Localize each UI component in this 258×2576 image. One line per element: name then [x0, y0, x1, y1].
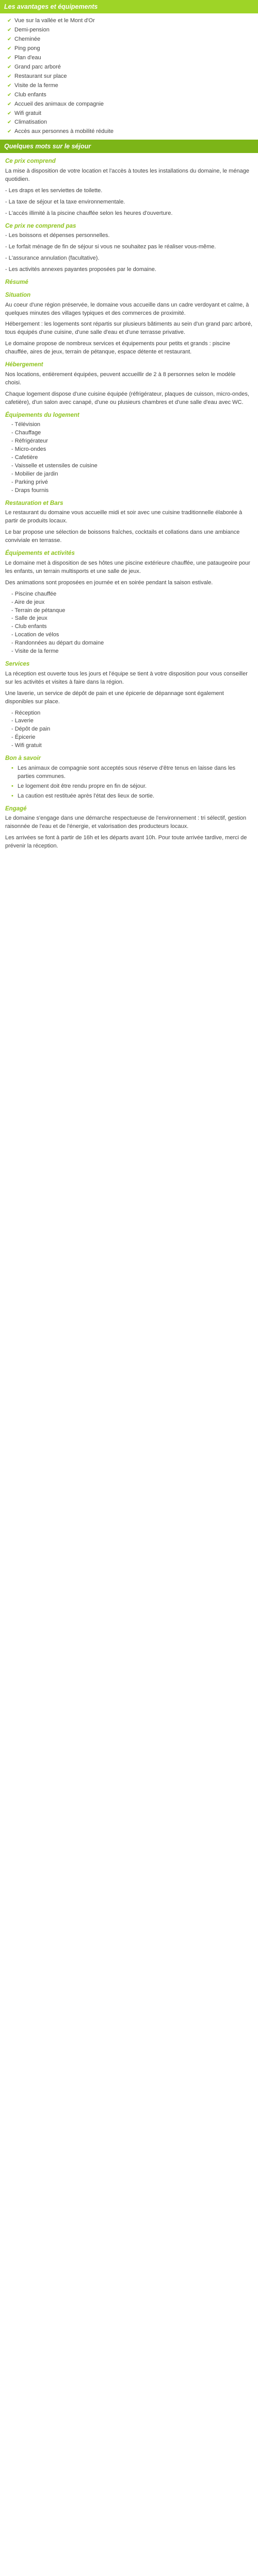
- activity-item: - Salle de jeux: [11, 615, 253, 623]
- paragraph: Le domaine met à disposition de ses hôtes une piscine extérieure chauffée, une pataugeoire pour les enfants, un terrain multisports et une salle de jeux.: [5, 560, 250, 574]
- bon-a-savoir-item: • Les animaux de compagnie sont acceptés sous réserve d'être tenus en laisse dans les parties communes.: [11, 765, 253, 781]
- service-item: - Épicerie: [11, 734, 253, 742]
- service-item: - Laverie: [11, 717, 253, 725]
- services-title: Services: [5, 661, 30, 668]
- question-text: - L'assurance annulation (facultative).: [5, 255, 100, 262]
- equipements-title: Équipements et activités: [5, 550, 75, 557]
- advantage-item: ✔ Grand parc arboré: [7, 63, 253, 72]
- questions-content: [0, 157, 258, 274]
- paragraph: Le domaine s'engage dans une démarche respectueuse de l'environnement : tri sélectif, gestion raisonnée de l'eau et de l'énergie, et valorisation des producteurs locaux.: [5, 815, 247, 830]
- question-text: - Les draps et les serviettes de toilette.: [5, 187, 103, 194]
- equip-item: - Vaisselle et ustensiles de cuisine: [11, 462, 253, 470]
- activity-item: - Piscine chauffée: [11, 590, 253, 599]
- equip-item: - Chauffage: [11, 429, 253, 437]
- activity-item: - Terrain de pétanque: [11, 607, 253, 615]
- paragraph: Chaque logement dispose d'une cuisine équipée (réfrigérateur, plaques de cuisson, micro-ondes, cafetière), d'un salon avec canapé, d'une ou plusieurs chambres et d'une salle d'eau avec WC.: [5, 391, 249, 405]
- equip-item: - Mobilier de jardin: [11, 470, 253, 479]
- equip-item: - Télévision: [11, 421, 253, 429]
- bon-a-savoir-title: Bon à savoir: [5, 755, 41, 762]
- engage-title: Engagé: [5, 805, 27, 812]
- question-text: - L'accès illimité à la piscine chauffée selon les heures d'ouverture.: [5, 210, 173, 216]
- services-list: [11, 709, 253, 751]
- equip-item: - Draps fournis: [11, 487, 253, 495]
- advantages-list: [0, 13, 258, 140]
- advantage-item: ✔ Cheminée: [7, 35, 253, 44]
- service-item: - Dépôt de pain: [11, 725, 253, 734]
- question-text: La mise à disposition de votre location et l'accès à toutes les installations du domaine, le ménage quotidien.: [5, 168, 249, 183]
- service-item: - Réception: [11, 709, 253, 718]
- equip-item: - Parking privé: [11, 479, 253, 487]
- question-text: - Le forfait ménage de fin de séjour si vous ne souhaitez pas le réaliser vous-même.: [5, 244, 216, 250]
- page: [0, 0, 258, 859]
- advantage-item: ✔ Demi-pension: [7, 26, 253, 35]
- activity-item: - Randonnées au départ du domaine: [11, 639, 253, 648]
- paragraph: Le restaurant du domaine vous accueille midi et soir avec une cuisine traditionnelle élaborée à partir de produits locaux.: [5, 510, 243, 524]
- paragraph: Des animations sont proposées en journée et en soirée pendant la saison estivale.: [5, 579, 213, 586]
- engage-content: [0, 815, 258, 851]
- bon-a-savoir-item: • La caution est restituée après l'état des lieux de sortie.: [11, 792, 253, 801]
- advantage-item: ✔ Ping pong: [7, 44, 253, 54]
- services-content: [0, 670, 258, 706]
- equip-title: Équipements du logement: [5, 412, 79, 418]
- paragraph: Nos locations, entièrement équipées, peuvent accueillir de 2 à 8 personnes selon le modèle choisi.: [5, 371, 236, 386]
- resume-subtitle: Situation: [5, 292, 31, 298]
- resume-content: [0, 301, 258, 357]
- section-header-questions: Quelques mots sur le séjour: [0, 140, 258, 153]
- advantage-item: ✔ Climatisation: [7, 118, 253, 127]
- restauration-content: [0, 509, 258, 545]
- equip-item: - Réfrigérateur: [11, 437, 253, 446]
- advantage-item: ✔ Accueil des animaux de compagnie: [7, 100, 253, 109]
- advantage-item: ✔ Vue sur la vallée et le Mont d'Or: [7, 16, 253, 26]
- activity-item: - Club enfants: [11, 623, 253, 631]
- section-header-advantages: Les avantages et équipements: [0, 0, 258, 13]
- resume-title: Résumé: [5, 279, 28, 286]
- activity-item: - Aire de jeux: [11, 599, 253, 607]
- hebergement-content: [0, 371, 258, 407]
- activity-item: - Visite de la ferme: [11, 648, 253, 656]
- service-item: - Wifi gratuit: [11, 742, 253, 750]
- advantage-item: ✔ Wifi gratuit: [7, 109, 253, 118]
- equipements-list: [11, 590, 253, 656]
- advantage-item: ✔ Plan d'eau: [7, 54, 253, 63]
- question-text: - Les boissons et dépenses personnelles.: [5, 232, 110, 239]
- paragraph: Au coeur d'une région préservée, le domaine vous accueille dans un cadre verdoyant et calme, à quelques minutes des villages typiques et des commerces de proximité.: [5, 301, 249, 316]
- restauration-title: Restauration et Bars: [5, 500, 63, 506]
- equipements-content: [0, 560, 258, 587]
- paragraph: Hébergement : les logements sont répartis sur plusieurs bâtiments au sein d'un grand parc arboré, tous équipés d'une cuisine, d'une salle d'eau et d'une terrasse privative.: [5, 321, 253, 336]
- paragraph: Le bar propose une sélection de boissons fraîches, cocktails et collations dans une ambiance conviviale en terrasse.: [5, 529, 240, 544]
- advantage-item: ✔ Accès aux personnes à mobilité réduite: [7, 127, 253, 137]
- equip-item: - Micro-ondes: [11, 446, 253, 454]
- question-text: - Les activités annexes payantes proposées par le domaine.: [5, 266, 156, 273]
- advantage-item: ✔ Visite de la ferme: [7, 81, 253, 91]
- bon-a-savoir-item: • Le logement doit être rendu propre en fin de séjour.: [11, 783, 253, 791]
- advantage-item: ✔ Restaurant sur place: [7, 72, 253, 81]
- advantage-item: ✔ Club enfants: [7, 91, 253, 100]
- question-text: - La taxe de séjour et la taxe environnementale.: [5, 198, 125, 205]
- paragraph: La réception est ouverte tous les jours et l'équipe se tient à votre disposition pour vous conseiller sur les activités et visites à faire dans la région.: [5, 670, 248, 685]
- paragraph: Le domaine propose de nombreux services et équipements pour petits et grands : piscine chauffée, aires de jeux, terrain de pétanque, espace détente et restaurant.: [5, 341, 230, 355]
- question-heading: Ce prix comprend: [5, 158, 56, 165]
- bon-a-savoir-list: [11, 765, 253, 801]
- question-heading: Ce prix ne comprend pas: [5, 223, 76, 229]
- hebergement-equip-list: [11, 421, 253, 495]
- hebergement-title: Hébergement: [5, 362, 43, 368]
- paragraph: Les arrivées se font à partir de 16h et les départs avant 10h. Pour toute arrivée tardive, merci de prévenir la réception.: [5, 835, 247, 850]
- paragraph: Une laverie, un service de dépôt de pain et une épicerie de dépannage sont également disponibles sur place.: [5, 690, 224, 705]
- activity-item: - Location de vélos: [11, 631, 253, 639]
- equip-item: - Cafetière: [11, 454, 253, 462]
